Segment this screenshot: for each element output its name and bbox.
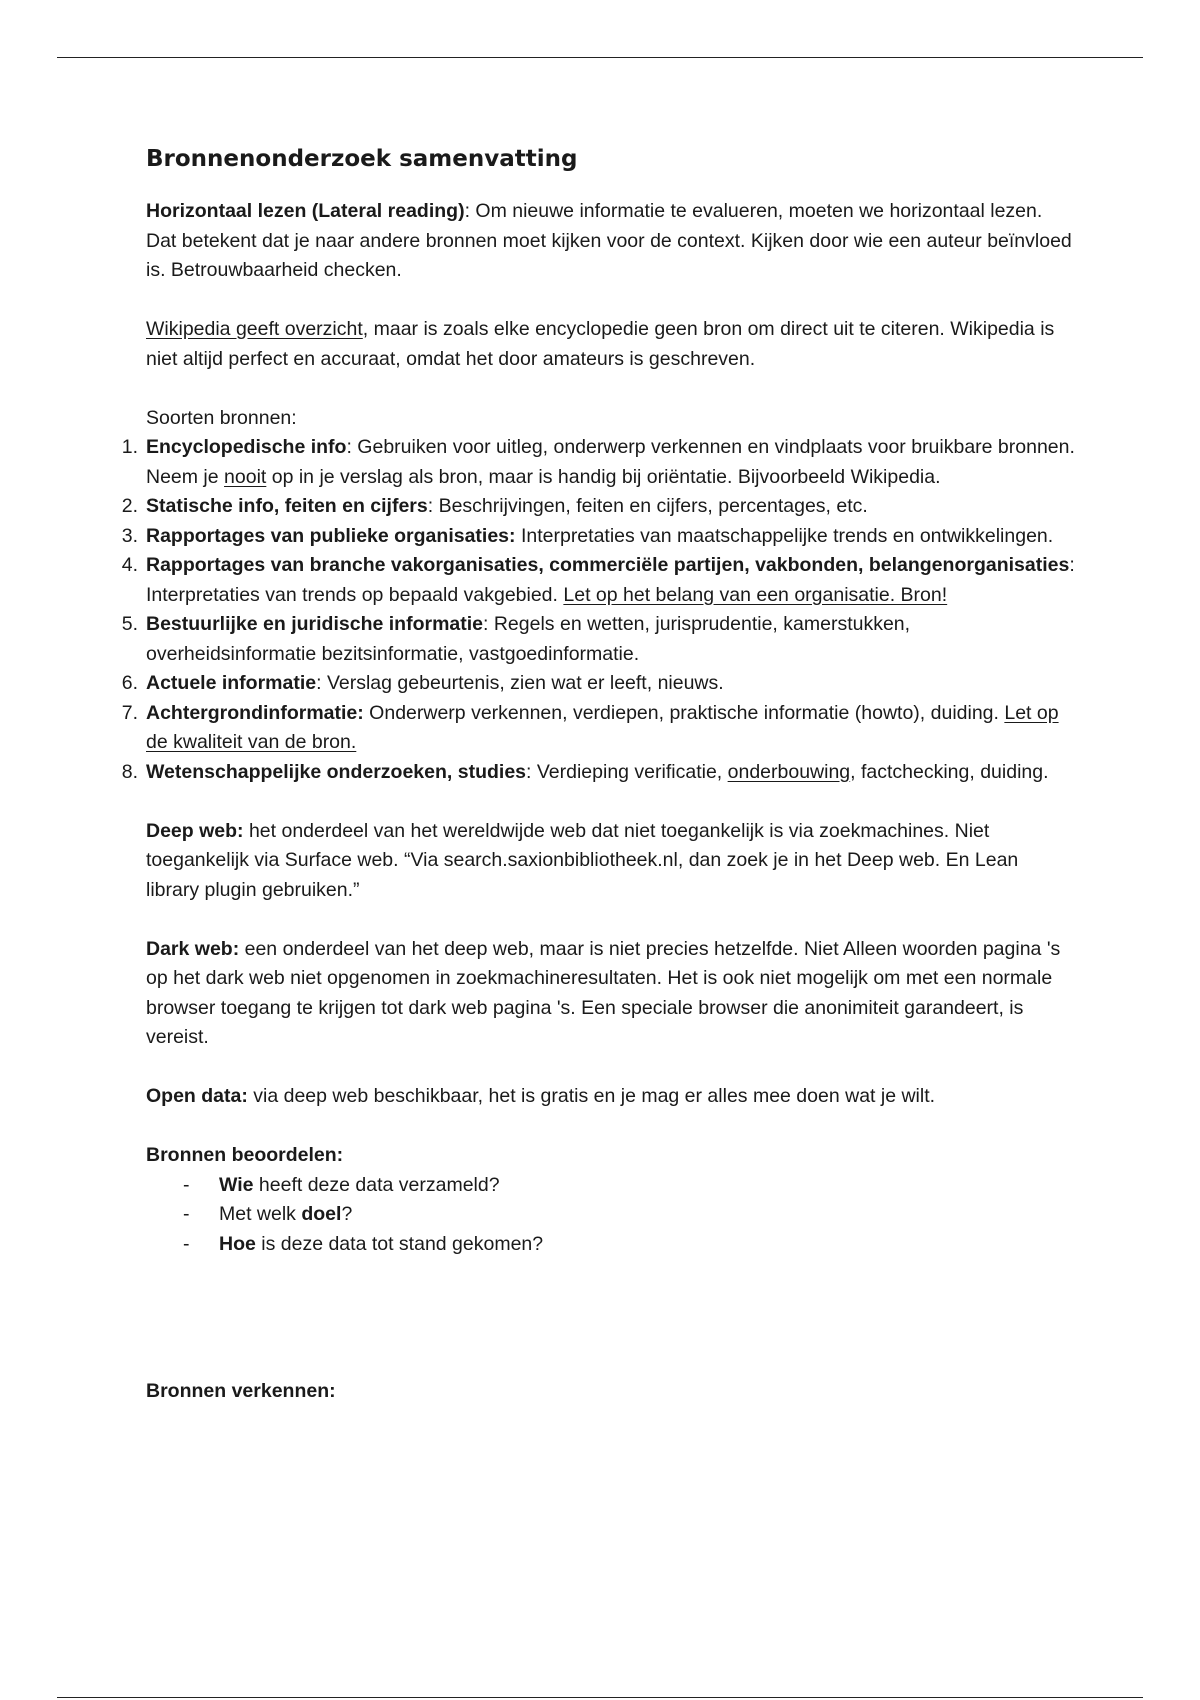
list-term: Statische info, feiten en cijfers bbox=[146, 495, 428, 517]
list-text-after: heeft deze data verzameld? bbox=[253, 1173, 500, 1196]
list-item bbox=[146, 1230, 1076, 1260]
list-item bbox=[121, 669, 1076, 699]
list-dash: - bbox=[183, 1232, 190, 1255]
sources-heading: Soorten bronnen: bbox=[146, 406, 297, 429]
list-item bbox=[121, 551, 1076, 610]
list-item bbox=[146, 1171, 1076, 1201]
dark-web-text: een onderdeel van het deep web, maar is niet precies hetzelfde. Niet Alleen woorden pagina 's op het dark web niet opgenomen in zoekmachineresultaten. Het is ook niet mogelijk om met een normale browser toegang te krijgen tot dark web pagina 's. Een speciale browser die anonimiteit garandeert, is vereist. bbox=[146, 937, 1061, 1048]
list-number: 6. bbox=[121, 672, 138, 694]
list-text: Interpretaties van maatschappelijke trends en ontwikkelingen. bbox=[515, 524, 1054, 547]
assess-heading-text: Bronnen beoordelen: bbox=[146, 1144, 344, 1166]
assess-heading bbox=[146, 1141, 1076, 1171]
dark-web-paragraph bbox=[146, 935, 1076, 1053]
list-term: Actuele informatie bbox=[146, 672, 317, 694]
sources-list bbox=[121, 433, 1076, 787]
wikipedia-paragraph bbox=[146, 315, 1076, 374]
list-term: Wetenschappelijke onderzoeken, studies bbox=[146, 760, 527, 783]
list-underlined: nooit bbox=[224, 465, 267, 488]
list-text: : Regels en wetten, jurisprudentie, kamerstukken, overheidsinformatie bezitsinformatie, vastgoedinformatie. bbox=[146, 613, 911, 665]
page-title: Bronnenonderzoek samenvatting bbox=[146, 146, 578, 172]
explore-heading bbox=[146, 1377, 1076, 1407]
list-underlined: Let op het belang van een organisatie. Bron! bbox=[563, 583, 948, 606]
list-text: : Verdieping verificatie, bbox=[526, 760, 728, 783]
list-item bbox=[121, 433, 1076, 492]
list-number: 4. bbox=[121, 554, 138, 576]
bottom-rule bbox=[57, 1697, 1143, 1698]
lateral-reading-text: : Om nieuwe informatie te evalueren, moeten we horizontaal lezen. Dat betekent dat je naar andere bronnen moet kijken voor de context. Kijken door wie een auteur beïnvloed is. Betrouwbaarheid checken. bbox=[146, 200, 1072, 281]
explore-heading-text: Bronnen verkennen: bbox=[146, 1380, 336, 1402]
blank-space bbox=[146, 1259, 1076, 1377]
list-item bbox=[121, 610, 1076, 669]
dark-web-term: Dark web: bbox=[146, 937, 240, 960]
deep-web-term: Deep web: bbox=[146, 819, 244, 842]
list-text: : Gebruiken voor uitleg, onderwerp verkennen en vindplaats voor bruikbare bronnen. Neem je bbox=[146, 436, 1075, 488]
lateral-reading-term: Horizontaal lezen (Lateral reading) bbox=[146, 200, 465, 222]
list-dash: - bbox=[183, 1173, 190, 1196]
wikipedia-underlined: Wikipedia geeft overzicht bbox=[146, 318, 363, 340]
list-text: : Interpretaties van trends op bepaald vakgebied. bbox=[146, 554, 1075, 606]
lateral-reading-paragraph bbox=[146, 197, 1076, 286]
list-term: Bestuurlijke en juridische informatie bbox=[146, 613, 484, 635]
list-bold: doel bbox=[301, 1203, 342, 1225]
list-text: : Verslag gebeurtenis, zien wat er leeft, nieuws. bbox=[316, 672, 724, 694]
list-text-after: ? bbox=[341, 1203, 353, 1225]
list-bold: Hoe bbox=[219, 1232, 256, 1255]
list-text-after: , factchecking, duiding. bbox=[850, 760, 1049, 783]
assess-list bbox=[146, 1171, 1076, 1260]
list-text: Onderwerp verkennen, verdiepen, praktische informatie (howto), duiding. bbox=[363, 701, 1005, 724]
list-number: 8. bbox=[121, 760, 138, 783]
list-dash: - bbox=[183, 1203, 190, 1225]
document-page bbox=[121, 142, 1076, 1407]
list-number: 5. bbox=[121, 613, 138, 635]
list-term: Encyclopedische info bbox=[146, 436, 347, 458]
wikipedia-text: , maar is zoals elke encyclopedie geen bron om direct uit te citeren. Wikipedia is niet altijd perfect en accuraat, omdat het door amateurs is geschreven. bbox=[146, 318, 1055, 370]
open-data-text: via deep web beschikbaar, het is gratis en je mag er alles mee doen wat je wilt. bbox=[247, 1085, 936, 1107]
list-item bbox=[121, 758, 1076, 788]
list-number: 3. bbox=[121, 524, 138, 547]
deep-web-text: het onderdeel van het wereldwijde web dat niet toegankelijk is via zoekmachines. Niet toegankelijk via Surface web. “Via search.saxionbibliotheek.nl, dan zoek je in het Deep web. En Lean library plugin gebruiken.” bbox=[146, 819, 1019, 901]
open-data-term: Open data: bbox=[146, 1085, 248, 1107]
list-number: 7. bbox=[121, 701, 138, 724]
list-item bbox=[121, 699, 1076, 758]
deep-web-paragraph bbox=[146, 817, 1076, 906]
list-text-after: is deze data tot stand gekomen? bbox=[255, 1232, 544, 1255]
list-term: Rapportages van branche vakorganisaties, commerciële partijen, vakbonden, belangenorganisaties bbox=[146, 554, 1070, 576]
list-term: Rapportages van publieke organisaties: bbox=[146, 524, 516, 547]
list-item bbox=[121, 522, 1076, 552]
list-underlined: onderbouwing bbox=[727, 760, 851, 783]
list-text: : Beschrijvingen, feiten en cijfers, percentages, etc. bbox=[427, 495, 868, 517]
list-term: Achtergrondinformatie: bbox=[146, 701, 364, 724]
top-rule bbox=[57, 57, 1143, 58]
list-number: 2. bbox=[121, 495, 138, 517]
list-number: 1. bbox=[121, 436, 138, 458]
list-text-after: op in je verslag als bron, maar is handig bij oriëntatie. Bijvoorbeeld Wikipedia. bbox=[266, 465, 941, 488]
list-underlined: Let op de kwaliteit van de bron. bbox=[146, 701, 1059, 753]
list-item bbox=[146, 1200, 1076, 1230]
open-data-paragraph bbox=[146, 1082, 1076, 1112]
list-item bbox=[121, 492, 1076, 522]
list-text: Met welk bbox=[219, 1203, 302, 1225]
list-bold: Wie bbox=[219, 1173, 254, 1196]
